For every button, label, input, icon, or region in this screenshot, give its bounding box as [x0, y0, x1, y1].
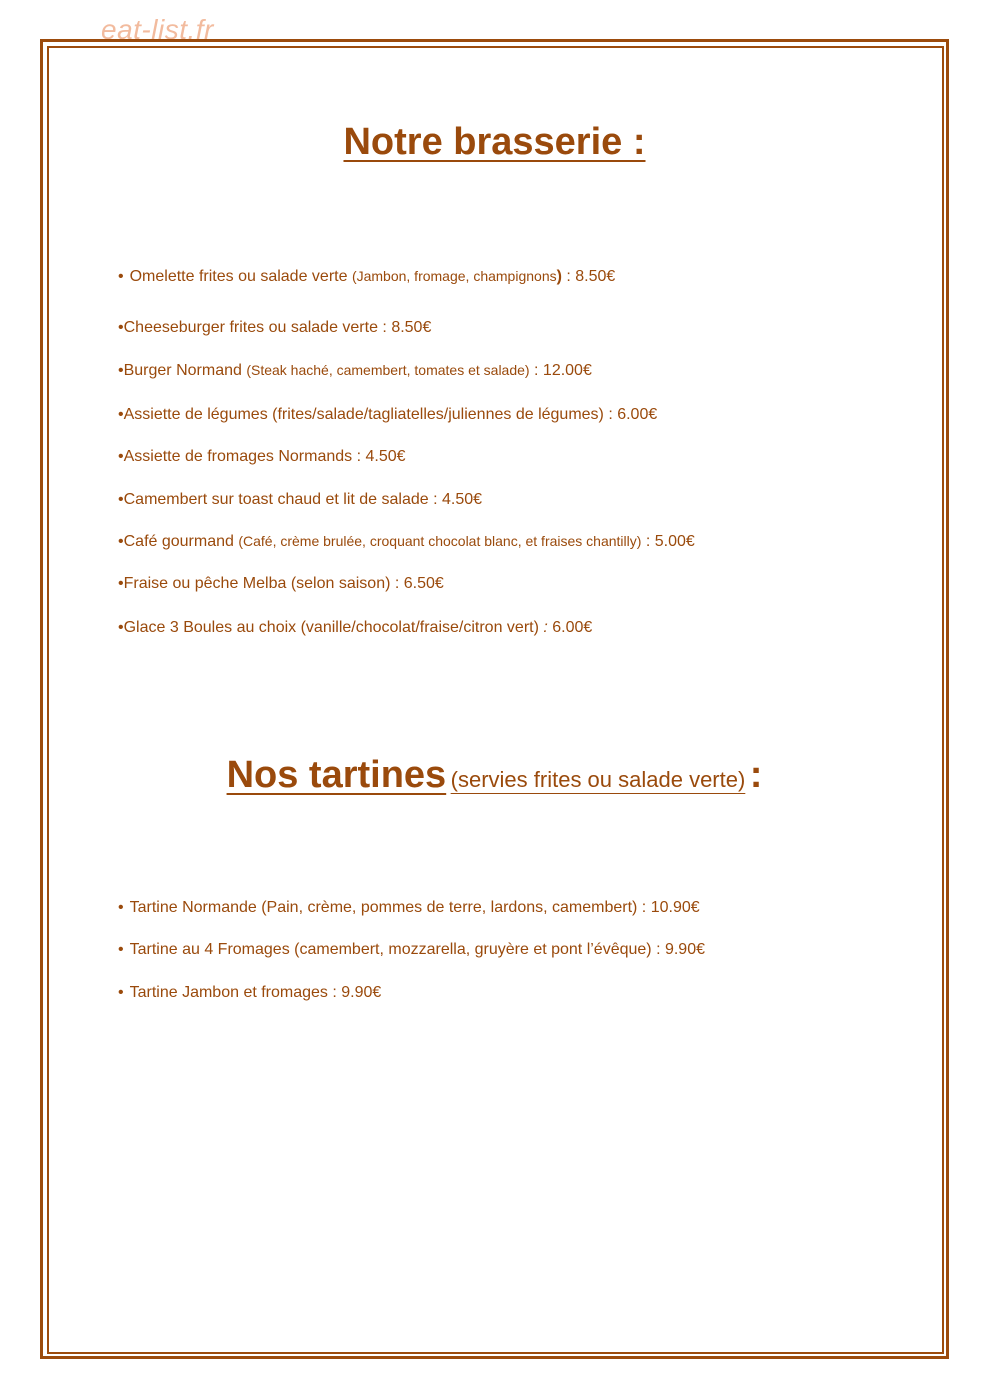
menu-frame-inner: [47, 46, 944, 1354]
menu-item-tartine-jambon: • Tartine Jambon et fromages : 9.90€: [118, 984, 382, 1001]
menu-item-burger-normand: •Burger Normand (Steak haché, camembert, tomates et salade) : 12.00€: [118, 362, 592, 379]
watermark-eat-list: eat-list.fr: [101, 14, 214, 45]
menu-item-tartine-4-fromages: • Tartine au 4 Fromages (camembert, mozzarella, gruyère et pont l’évêque) : 9.90€: [118, 941, 705, 958]
section-title-brasserie: Notre brasserie :: [343, 121, 646, 163]
menu-item-camembert-toast: •Camembert sur toast chaud et lit de salade : 4.50€: [118, 491, 483, 508]
menu-item-peche-melba: •Fraise ou pêche Melba (selon saison) : 6.50€: [118, 575, 444, 592]
menu-item-tartine-normande: • Tartine Normande (Pain, crème, pommes de terre, lardons, camembert) : 10.90€: [118, 899, 700, 916]
menu-item-assiette-fromages: •Assiette de fromages Normands : 4.50€: [118, 448, 406, 465]
menu-item-cafe-gourmand: •Café gourmand (Café, crème brulée, croquant chocolat blanc, et fraises chantilly) : 5.00€: [118, 533, 695, 550]
menu-item-omelette: • Omelette frites ou salade verte (Jambon, fromage, champignons) : 8.50€: [118, 268, 616, 285]
menu-item-cheeseburger: •Cheeseburger frites ou salade verte : 8.50€: [118, 319, 432, 336]
menu-item-glace: •Glace 3 Boules au choix (vanille/chocolat/fraise/citron vert) : 6.00€: [118, 619, 593, 636]
menu-item-assiette-legumes: •Assiette de légumes (frites/salade/tagliatelles/juliennes de légumes) : 6.00€: [118, 406, 658, 423]
section-title-tartines: Nos tartines (servies frites ou salade verte) :: [226, 754, 763, 796]
